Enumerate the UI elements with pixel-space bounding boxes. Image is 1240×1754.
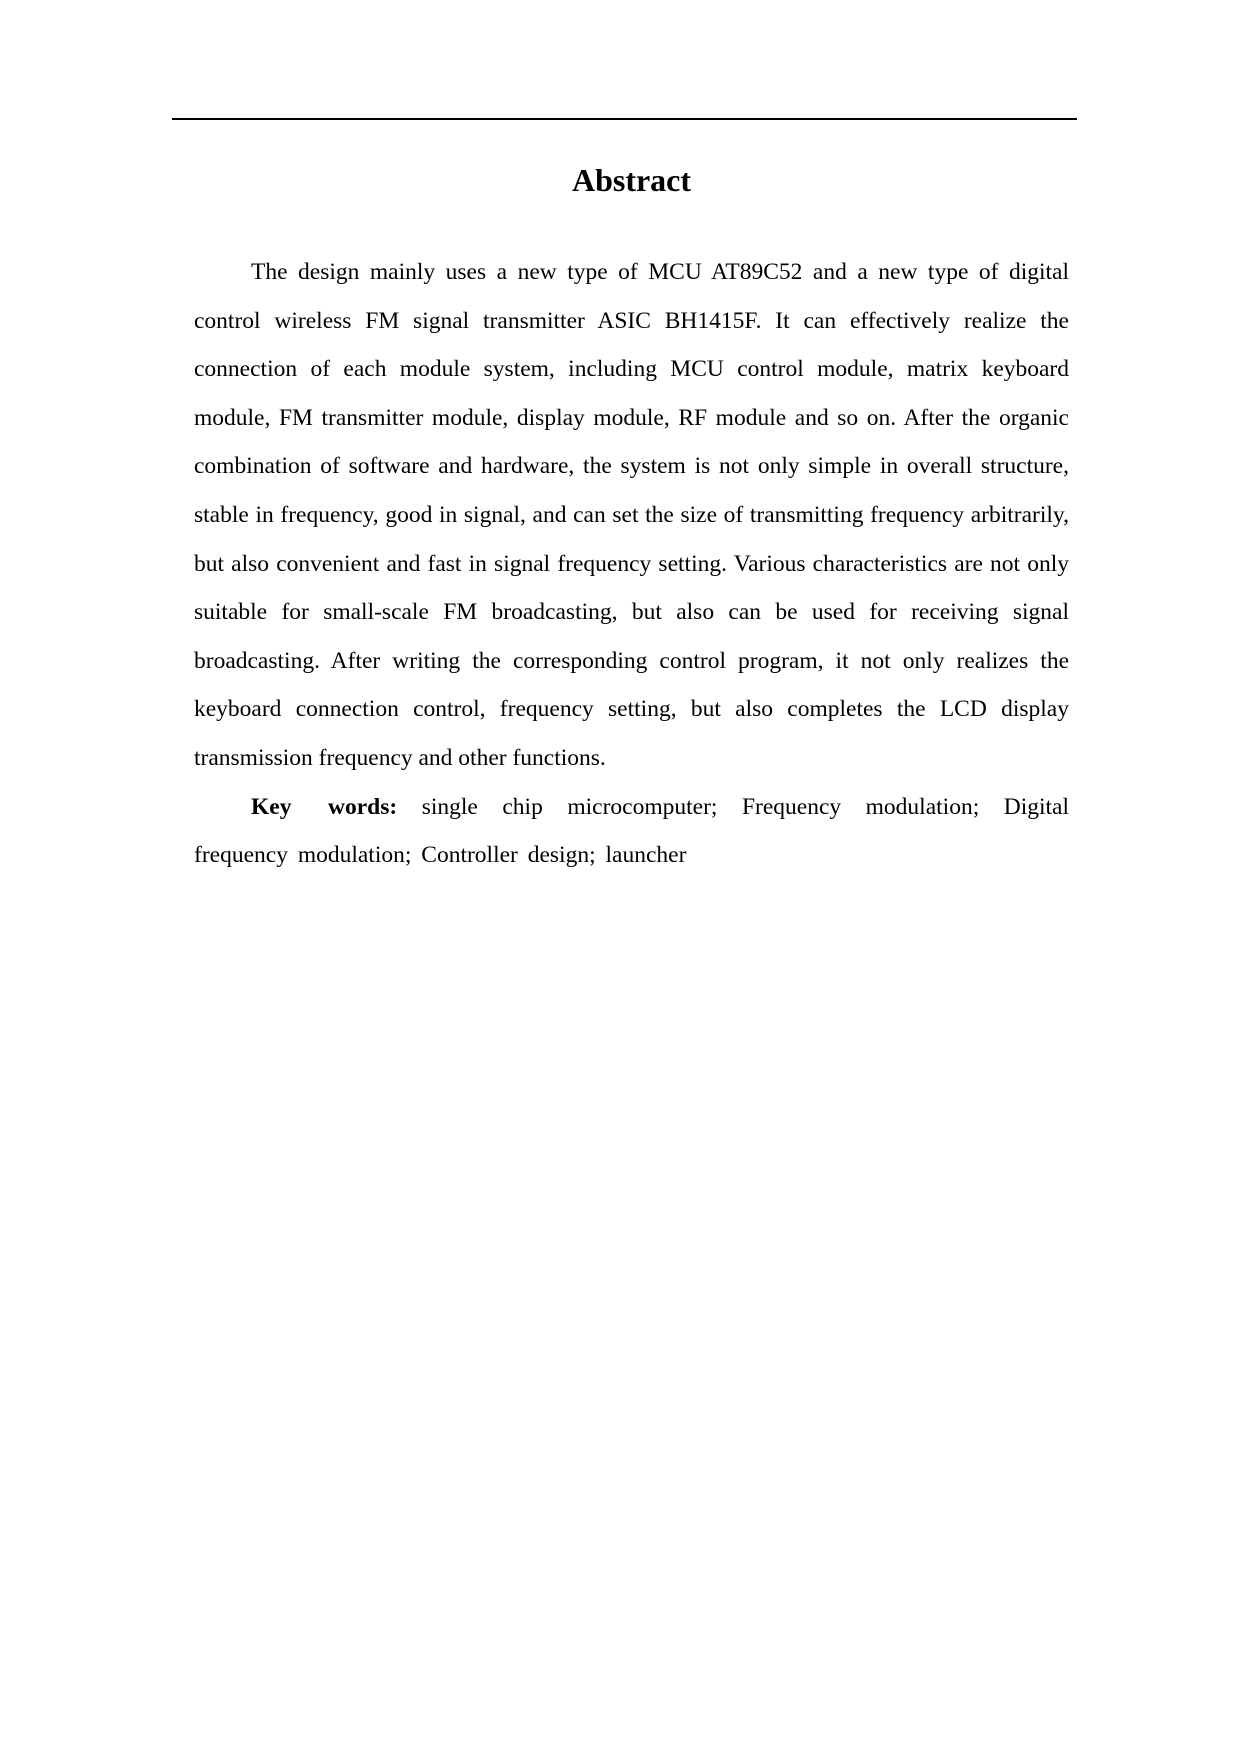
abstract-body bbox=[194, 248, 1069, 880]
keywords-text: single chip microcomputer; Frequency modulation; Digital frequency modulation; Controller design; launcher bbox=[194, 793, 1070, 869]
abstract-paragraph: The design mainly uses a new type of MCU AT89C52 and a new type of digital control wireless FM signal transmitter ASIC BH1415F. It can effectively realize the connection of each module system, including MCU control module, matrix keyboard module, FM transmitter module, display module, RF module and so on. After the organic combination of software and hardware, the system is not only simple in overall structure, stable in frequency, good in signal, and can set the size of transmitting frequency arbitrarily, but also convenient and fast in signal frequency setting. Various characteristics are not only suitable for small-scale FM broadcasting, but also can be used for receiving signal broadcasting. After writing the corresponding control program, it not only realizes the keyboard connection control, frequency setting, but also completes the LCD display transmission frequency and other functions. bbox=[194, 259, 1069, 771]
page-title: Abstract bbox=[571, 162, 692, 198]
keywords-paragraph bbox=[194, 783, 1069, 880]
header-rule bbox=[172, 118, 1077, 120]
keywords-label: Key words: bbox=[251, 793, 398, 820]
